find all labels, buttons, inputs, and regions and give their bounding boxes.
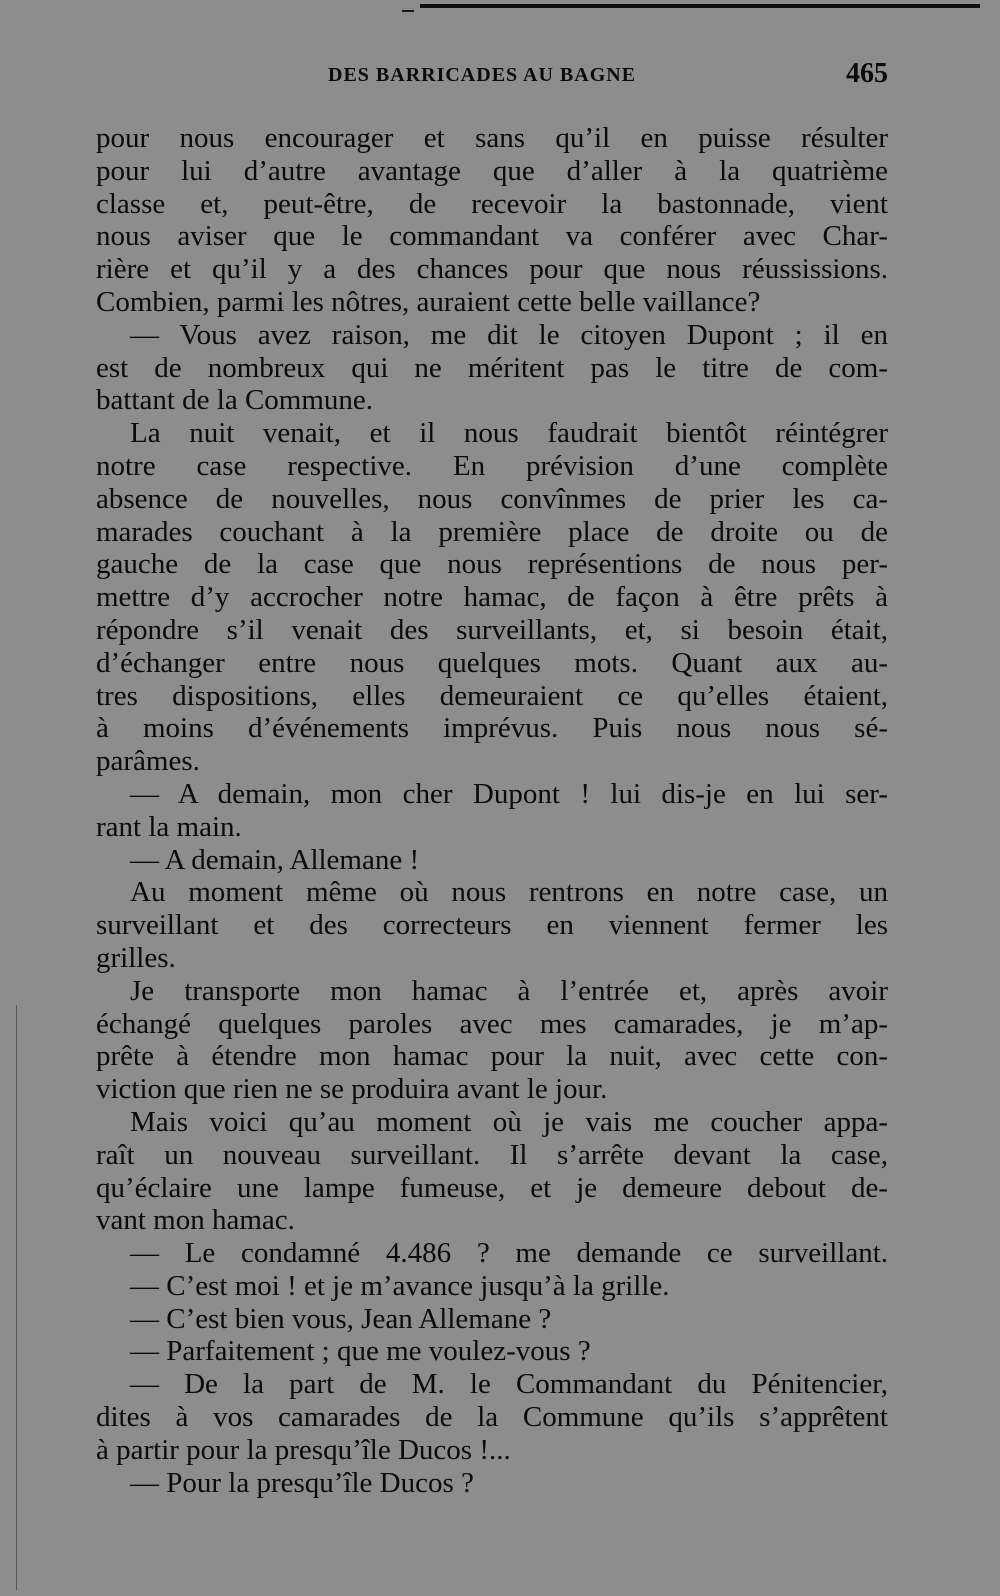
text-line: classe et, peut-être, de recevoir la bastonnade, vient — [96, 187, 888, 220]
text-line: notre case respective. En prévision d’une complète — [96, 449, 888, 482]
text-line: qu’éclaire une lampe fumeuse, et je demeure debout de- — [96, 1171, 888, 1204]
running-title: DES BARRICADES AU BAGNE — [328, 64, 637, 86]
text-line: — A demain, Allemane ! — [130, 843, 420, 876]
text-line: raît un nouveau surveillant. Il s’arrête devant la case, — [96, 1138, 888, 1171]
text-line: à moins d’événements imprévus. Puis nous nous sé- — [96, 712, 888, 745]
text-line: gauche de la case que nous représentions de nous per- — [96, 548, 888, 581]
top-rule — [420, 4, 980, 8]
text-line: prête à étendre mon hamac pour la nuit, avec cette con- — [96, 1040, 888, 1073]
text-line: — C’est bien vous, Jean Allemane ? — [130, 1302, 552, 1335]
text-line: viction que rien ne se produira avant le jour. — [96, 1073, 608, 1106]
text-line: Combien, parmi les nôtres, auraient cette belle vaillance? — [96, 285, 761, 318]
text-line: — De la part de M. le Commandant du Pénitencier, — [130, 1368, 888, 1401]
text-line: — C’est moi ! et je m’avance jusqu’à la grille. — [130, 1269, 670, 1302]
text-line: mettre d’y accrocher notre hamac, de façon à être prêts à — [96, 581, 888, 614]
text-line: vant mon hamac. — [96, 1204, 295, 1237]
text-line: marades couchant à la première place de droite ou de — [96, 515, 888, 548]
text-line: — Vous avez raison, me dit le citoyen Dupont ; il en — [130, 318, 888, 351]
text-line: rant la main. — [96, 810, 242, 843]
text-line: pour nous encourager et sans qu’il en puisse résulter — [96, 122, 888, 154]
text-line: grilles. — [96, 941, 176, 974]
text-line: parâmes. — [96, 745, 200, 778]
text-line: absence de nouvelles, nous convînmes de prier les ca- — [96, 482, 888, 515]
text-line: — A demain, mon cher Dupont ! lui dis-je en lui ser- — [130, 777, 888, 810]
text-line: tres dispositions, elles demeuraient ce qu’elles étaient, — [96, 679, 888, 712]
text-line: dites à vos camarades de la Commune qu’ils s’apprêtent — [96, 1401, 888, 1434]
body-text — [96, 122, 888, 1499]
text-line: Au moment même où nous rentrons en notre case, un — [130, 876, 888, 909]
text-line: rière et qu’il y a des chances pour que nous réussissions. — [96, 253, 888, 286]
top-rule-fragment — [402, 10, 414, 12]
text-line: nous aviser que le commandant va conférer avec Char- — [96, 220, 888, 253]
text-line: répondre s’il venait des surveillants, et, si besoin était, — [96, 613, 888, 646]
text-line: — Parfaitement ; que me voulez-vous ? — [130, 1335, 591, 1368]
text-line: est de nombreux qui ne méritent pas le titre de com- — [96, 351, 888, 384]
text-line: à partir pour la presqu’île Ducos !... — [96, 1433, 511, 1466]
text-line: pour lui d’autre avantage que d’aller à la quatrième — [96, 154, 888, 187]
page-edge-line — [16, 1005, 17, 1590]
text-line: — Le condamné 4.486 ? me demande ce surveillant. — [130, 1237, 888, 1270]
text-line: surveillant et des correcteurs en viennent fermer les — [96, 909, 888, 942]
text-line: — Pour la presqu’île Ducos ? — [130, 1466, 474, 1499]
running-header — [96, 58, 888, 92]
text-line: Je transporte mon hamac à l’entrée et, après avoir — [130, 974, 888, 1007]
text-line: d’échanger entre nous quelques mots. Quant aux au- — [96, 646, 888, 679]
page-number: 465 — [846, 58, 888, 89]
text-line: Mais voici qu’au moment où je vais me coucher appa- — [130, 1105, 888, 1138]
text-line: battant de la Commune. — [96, 384, 374, 417]
text-line: La nuit venait, et il nous faudrait bientôt réintégrer — [130, 417, 888, 450]
text-line: échangé quelques paroles avec mes camarades, je m’ap- — [96, 1007, 888, 1040]
